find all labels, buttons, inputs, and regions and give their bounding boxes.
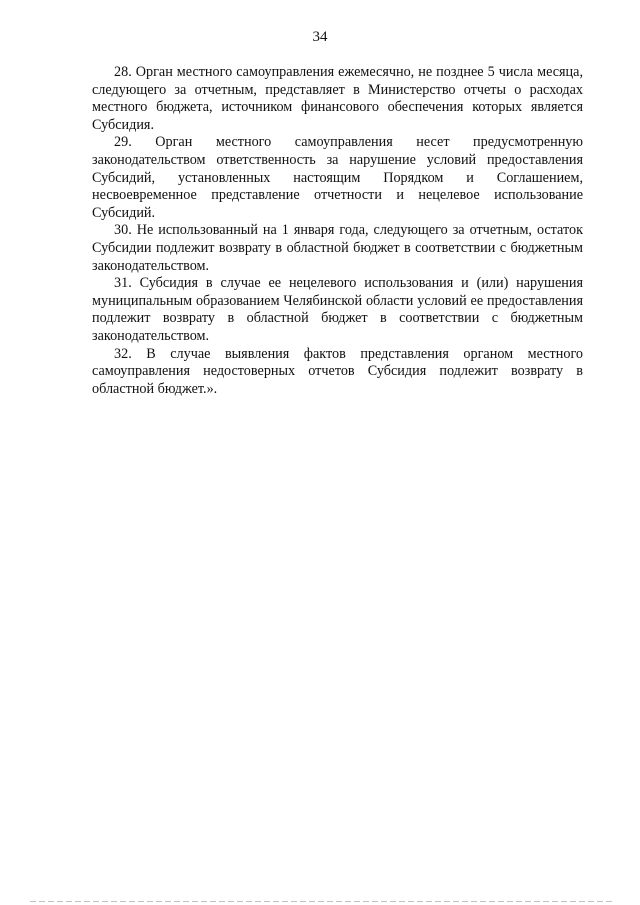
paragraph-31: 31. Субсидия в случае ее нецелевого использования и (или) нарушения муниципальным образованием Челябинской области условий ее предоставления подлежит возврату в областной бюджет в соответствии с бюджетным законодательством. — [92, 275, 583, 344]
paragraph-32: 32. В случае выявления фактов представления органом местного самоуправления недостоверных отчетов Субсидия подлежит возврату в областной бюджет.». — [92, 345, 583, 397]
page-number: 34 — [312, 29, 328, 45]
paragraph-28: 28. Орган местного самоуправления ежемесячно, не позднее 5 числа месяца, следующего за отчетным, представляет в Министерство отчеты о расходах местного бюджета, источником финансового обеспечения которых является Субсидия. — [92, 64, 583, 133]
document-body — [92, 64, 583, 398]
paragraph-29: 29. Орган местного самоуправления несет предусмотренную законодательством ответственность за нарушение условий предоставления Субсидий, установленных настоящим Порядком и Соглашением, несвоевременное представление отчетности и нецелевое использование Субсидий. — [92, 134, 583, 221]
scan-edge-line — [30, 901, 615, 902]
paragraph-30: 30. Не использованный на 1 января года, следующего за отчетным, остаток Субсидии подлежит возврату в областной бюджет в соответствии с бюджетным законодательством. — [92, 222, 583, 274]
